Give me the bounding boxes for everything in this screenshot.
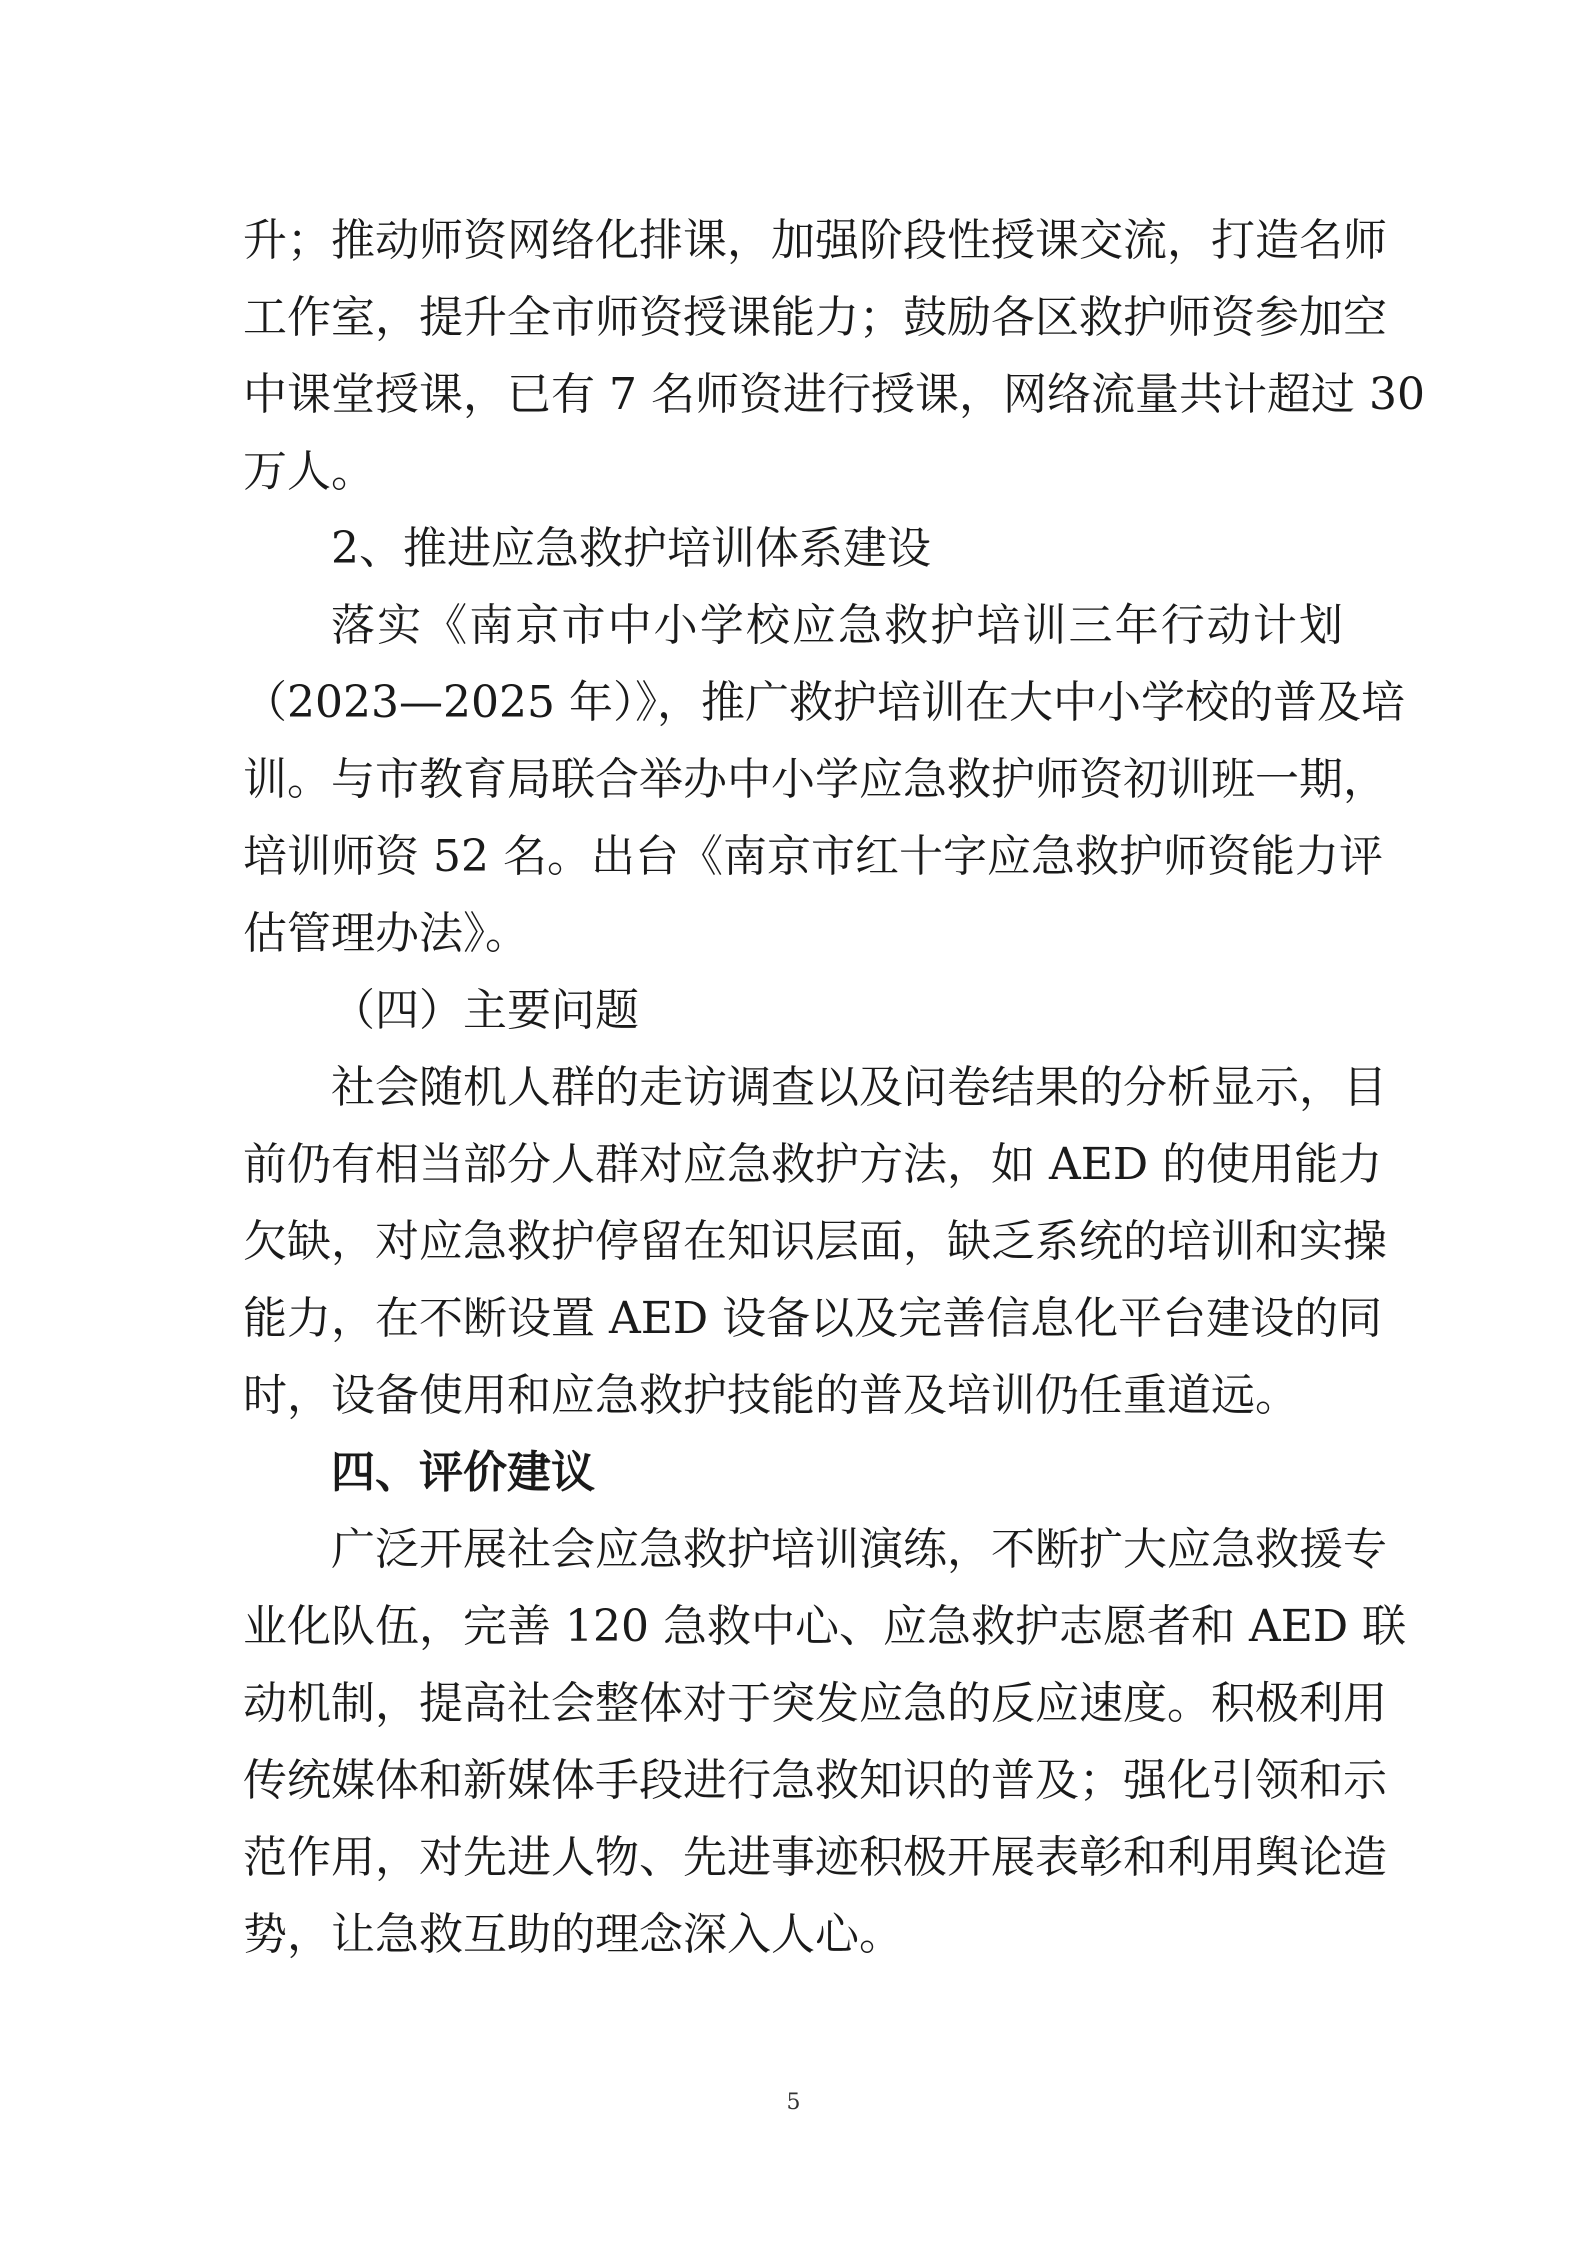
text-line: 训。与市教育局联合举办中小学应急救护师资初训班一期，: [243, 754, 1387, 805]
text-line: 估管理办法》。: [243, 908, 529, 959]
page-number: 5: [786, 2090, 801, 2115]
text-line: 欠缺，对应急救护停留在知识层面，缺乏系统的培训和实操: [243, 1216, 1387, 1267]
text-line: 培训师资 52 名。出台《南京市红十字应急救护师资能力评: [243, 831, 1383, 882]
text-line: （2023—2025 年）》，推广救护培训在大中小学校的普及培: [243, 677, 1405, 728]
text-line: 范作用，对先进人物、先进事迹积极开展表彰和利用舆论造: [243, 1832, 1387, 1883]
subheading-training-system: [243, 510, 1343, 587]
paragraph-evaluation-suggestions: [243, 1511, 1407, 1973]
section-heading-main-problems: [243, 972, 1343, 1049]
text-line: 社会随机人群的走访调查以及问卷结果的分析显示，目: [331, 1062, 1387, 1113]
text-line: 势，让急救互助的理念深入人心。: [243, 1909, 903, 1960]
paragraph-continuation: [243, 202, 1425, 510]
text-line: 万人。: [243, 446, 375, 497]
section-heading-evaluation-suggestions: [243, 1434, 1343, 1511]
text-line: 落实《南京市中小学校应急救护培训三年行动计划: [331, 600, 1343, 651]
text-line: 工作室，提升全市师资授课能力；鼓励各区救护师资参加空: [243, 292, 1387, 343]
text-line: 传统媒体和新媒体手段进行急救知识的普及；强化引领和示: [243, 1755, 1387, 1806]
document-body: [243, 202, 1425, 1973]
text-line: 广泛开展社会应急救护培训演练，不断扩大应急救援专: [331, 1524, 1387, 1575]
text-line: 能力，在不断设置 AED 设备以及完善信息化平台建设的同: [243, 1293, 1383, 1344]
text-line: 升；推动师资网络化排课，加强阶段性授课交流，打造名师: [243, 215, 1387, 266]
text-line: 业化队伍，完善 120 急救中心、应急救护志愿者和 AED 联: [243, 1601, 1407, 1652]
text-line: 中课堂授课，已有 7 名师资进行授课，网络流量共计超过 30: [243, 369, 1425, 420]
text-line: 动机制，提高社会整体对于突发应急的反应速度。积极利用: [243, 1678, 1387, 1729]
paragraph-main-problems: [243, 1049, 1387, 1434]
heading-text: （四）主要问题: [331, 985, 639, 1036]
heading-text: 四、评价建议: [331, 1447, 595, 1498]
paragraph-training-plan: [243, 587, 1405, 972]
text-line: 前仍有相当部分人群对应急救护方法，如 AED 的使用能力: [243, 1139, 1383, 1190]
text-line: 时，设备使用和应急救护技能的普及培训仍任重道远。: [243, 1370, 1299, 1421]
subheading-text: 2、推进应急救护培训体系建设: [331, 523, 931, 574]
